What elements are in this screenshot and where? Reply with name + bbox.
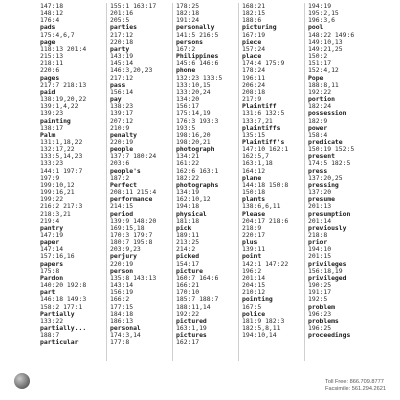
- index-word: Partially: [40, 309, 75, 318]
- page-line-reference: 152:4,12: [308, 66, 339, 75]
- index-word: pool: [308, 23, 324, 32]
- page-line-reference: 162:17: [176, 338, 200, 347]
- page-line-reference: 185:7 188:7: [176, 295, 219, 304]
- page-line-reference: 147:19: [40, 231, 64, 239]
- index-word: party: [110, 44, 130, 53]
- page-line-reference: 203:6: [110, 159, 130, 168]
- page-line-reference: 196:2: [242, 266, 262, 275]
- page-line-reference: 182:24: [308, 102, 332, 111]
- index-word: pointing: [242, 295, 273, 304]
- page-line-reference: 148:22 149:6: [308, 30, 355, 39]
- page-line-reference: 137:20,25: [308, 173, 343, 182]
- page-line-reference: 218:8: [308, 231, 328, 239]
- page-line-reference: 175:14,19: [176, 109, 211, 118]
- page-line-reference: 207:12: [110, 116, 134, 125]
- index-word: predicate: [308, 137, 343, 146]
- page-line-reference: 139:11: [242, 245, 266, 254]
- page-line-reference: 199:10,12: [40, 180, 75, 189]
- page-line-reference: 133:23: [40, 159, 64, 168]
- index-word: personally: [176, 23, 215, 32]
- page-line-reference: 218:11: [40, 59, 64, 68]
- page-line-reference: 147:18: [40, 3, 64, 10]
- page-line-reference: 208:18: [242, 87, 266, 96]
- page-line-reference: 213:25: [176, 238, 200, 247]
- index-word: papers: [40, 259, 64, 268]
- page-line-reference: 191:24: [176, 16, 200, 25]
- index-word: part: [40, 288, 56, 297]
- page-line-reference: 174:4 175:9: [242, 59, 285, 68]
- page-line-reference: 170:10: [176, 288, 200, 297]
- page-line-reference: 217:7 218:13: [40, 80, 87, 89]
- index-word: pay: [110, 95, 122, 104]
- page-line-reference: 174:3,14: [110, 331, 141, 340]
- page-line-reference: 133:5,14,23: [40, 152, 83, 161]
- page-line-reference: 174:5 182:5: [308, 159, 351, 168]
- index-column: [304, 3, 370, 361]
- page-line-reference: 198:20,21: [176, 137, 211, 146]
- page-line-reference: 220:18: [110, 37, 134, 46]
- page-line-reference: 217:12: [110, 73, 134, 82]
- page-line-reference: 166:2: [110, 295, 130, 304]
- page-line-reference: 135:8 143:13: [110, 273, 157, 282]
- page-line-reference: 134:20: [176, 95, 200, 104]
- index-word: Plaintiff: [242, 102, 277, 111]
- page-line-reference: 150:2: [308, 52, 328, 61]
- page-line-reference: 138:23: [110, 102, 134, 111]
- page-line-reference: 184:18: [110, 309, 134, 318]
- page-line-reference: 199:22: [40, 195, 64, 204]
- page-line-reference: 133:22: [40, 316, 64, 325]
- page-line-reference: 164:12: [242, 166, 266, 175]
- page-line-reference: 201:14: [242, 273, 266, 282]
- page-line-reference: 201:14: [308, 216, 332, 225]
- page-line-reference: 182:18: [176, 9, 200, 18]
- page-line-reference: 178:25: [176, 3, 200, 10]
- index-word: perjury: [110, 252, 137, 261]
- page-line-reference: 188:6: [242, 16, 262, 25]
- page-line-reference: 158:2 177:1: [40, 302, 83, 311]
- index-word: picked: [176, 252, 200, 261]
- page-line-reference: 194:10: [308, 245, 332, 254]
- index-word: proceedings: [308, 331, 351, 340]
- page-line-reference: 150:19 152:5: [308, 145, 355, 154]
- page-line-reference: 135:15: [242, 130, 266, 139]
- page-line-reference: 131:6 132:5: [242, 109, 285, 118]
- index-word: plants: [242, 195, 266, 204]
- index-word: Perfect: [110, 180, 137, 189]
- page-line-reference: 193:5: [176, 123, 196, 132]
- index-word: pictures: [176, 331, 207, 340]
- page-line-reference: 169:15,18: [110, 223, 145, 232]
- index-word: Plaintiff's: [242, 137, 285, 146]
- index-word: plaintiffs: [242, 123, 281, 132]
- index-word: point: [242, 252, 262, 261]
- page-line-reference: 163:1,19: [176, 324, 207, 333]
- page-line-reference: 220:17: [242, 231, 266, 239]
- page-footer: [0, 363, 400, 400]
- page-line-reference: 199:16,21: [40, 188, 75, 197]
- page-line-reference: 145:6 146:6: [176, 59, 219, 68]
- page-line-reference: 148:12: [40, 9, 64, 18]
- page-line-reference: 137:7 180:24: [110, 152, 157, 161]
- page-line-reference: 201:13: [308, 202, 332, 211]
- page-line-reference: 214:15: [110, 202, 134, 211]
- page-line-reference: 155:1 163:17: [110, 3, 157, 10]
- page-line-reference: 161:22: [176, 159, 200, 168]
- page-line-reference: 197:9: [40, 173, 60, 182]
- index-word: Philippines: [176, 52, 219, 61]
- page-line-reference: 137:20: [308, 188, 332, 197]
- page-line-reference: 214:2: [176, 245, 196, 254]
- page-line-reference: 177:15: [110, 302, 134, 311]
- page-line-reference: 204:15: [242, 281, 266, 290]
- index-word: pressing: [308, 180, 339, 189]
- index-word: person: [110, 266, 134, 275]
- page-line-reference: 131:1,18,22: [40, 137, 83, 146]
- page-line-reference: 186:13: [110, 316, 134, 325]
- page-line-reference: 167:5: [242, 302, 262, 311]
- index-word: paper: [40, 238, 60, 247]
- page-line-reference: 192:5: [308, 295, 328, 304]
- index-word: press: [308, 166, 328, 175]
- page-line-reference: 160:7 164:6: [176, 273, 219, 282]
- page-line-reference: 198:16,20: [176, 130, 211, 139]
- index-word: pass: [110, 80, 126, 89]
- page-line-reference: 156:14: [110, 87, 134, 96]
- index-word: prior: [308, 238, 328, 247]
- page-line-reference: 147:14: [40, 245, 64, 254]
- page-line-reference: 139:23: [40, 109, 64, 118]
- index-word: paid: [40, 87, 56, 96]
- page-line-reference: 134:19: [176, 188, 200, 197]
- index-word: phone: [176, 66, 196, 75]
- page-line-reference: 188:7: [40, 331, 60, 340]
- page-line-reference: 167:19: [242, 30, 266, 39]
- page-line-reference: 210:9: [110, 123, 130, 132]
- page-line-reference: 141:5 216:5: [176, 30, 219, 39]
- page-line-reference: 144:1 197:7: [40, 166, 83, 175]
- page-line-reference: 175:8: [40, 266, 60, 275]
- page-line-reference: 220:19: [110, 137, 134, 146]
- page-line-reference: 138:6,6,11: [242, 202, 281, 211]
- page-line-reference: 158:4: [308, 130, 328, 139]
- index-word: parties: [110, 23, 137, 32]
- index-word: performance: [110, 195, 153, 204]
- page-line-reference: 217:9: [242, 95, 262, 104]
- index-word: Pardon: [40, 273, 64, 282]
- page-line-reference: 156:19: [110, 288, 134, 297]
- index-word: photographs: [176, 180, 219, 189]
- page-line-reference: 176:3 193:3: [176, 116, 219, 125]
- page-line-reference: 217:12: [110, 30, 134, 39]
- page-line-reference: 196:3,6: [308, 16, 335, 25]
- page-line-reference: 220:19: [110, 259, 134, 268]
- page-line-reference: 156:17: [176, 102, 200, 111]
- page-line-reference: 139:17: [110, 109, 134, 118]
- index-word: piece: [242, 37, 262, 46]
- page-line-reference: 138:17: [40, 123, 64, 132]
- page-line-reference: 196:11: [242, 73, 266, 82]
- index-word: physical: [176, 209, 207, 218]
- page-line-reference: 201:15: [308, 252, 332, 261]
- page-line-reference: 168:21: [242, 3, 266, 10]
- index-word: photograph: [176, 145, 215, 154]
- page-line-reference: 142:1 147:22: [242, 259, 289, 268]
- index-word: privileged: [308, 273, 347, 282]
- index-word: period: [110, 209, 134, 218]
- page-line-reference: 150:18: [242, 188, 266, 197]
- page-line-reference: 133:7,21: [242, 116, 273, 125]
- page-line-reference: 132:17,22: [40, 145, 75, 154]
- page-line-reference: 132:23 133:5: [176, 73, 223, 82]
- index-word: presumption: [308, 209, 351, 218]
- index-word: picturing: [242, 23, 277, 32]
- page-line-reference: 218:9: [242, 223, 262, 232]
- page-line-reference: 147:10 162:1: [242, 145, 289, 154]
- page-line-reference: 215:13: [40, 52, 64, 61]
- page-line-reference: 177:8: [110, 338, 130, 347]
- index-word: present: [308, 152, 335, 161]
- index-word: personal: [110, 324, 141, 333]
- index-word: problem: [308, 302, 335, 311]
- page-line-reference: 166:21: [176, 281, 200, 290]
- page-line-reference: 133:10,15: [176, 80, 211, 89]
- page-line-reference: 182:9: [308, 116, 328, 125]
- index-word: presume: [308, 195, 335, 204]
- page-line-reference: 178:24: [242, 66, 266, 75]
- index-word: particular: [40, 338, 79, 347]
- contact-info: [325, 379, 386, 393]
- toll-free-number: Toll Free: 866.709.8777: [325, 379, 384, 385]
- page-line-reference: 133:20,24: [176, 87, 211, 96]
- index-word: pads: [40, 23, 56, 32]
- page-line-reference: 149:21,25: [308, 44, 343, 53]
- page-line-reference: 188:8,11: [308, 80, 339, 89]
- page-line-reference: 204:17 218:6: [242, 216, 289, 225]
- page-line-reference: 139:9 148:20: [110, 216, 157, 225]
- index-word: police: [242, 309, 266, 318]
- word-index: [40, 3, 370, 361]
- index-word: page: [40, 37, 56, 46]
- page-line-reference: 182:15: [242, 9, 266, 18]
- page-line-reference: 188:11,14: [176, 302, 211, 311]
- page-line-reference: 139:1,4,22: [40, 102, 79, 111]
- page-line-reference: 205:5: [110, 16, 130, 25]
- page-line-reference: 181:9 182:3: [242, 316, 285, 325]
- page-line-reference: 145:14: [110, 59, 134, 68]
- page-line-reference: 162:10,12: [176, 195, 211, 204]
- page-line-reference: 187:2: [110, 173, 130, 182]
- page-line-reference: 154:17: [176, 259, 200, 268]
- page-line-reference: 134:21: [176, 152, 200, 161]
- circle-logo-icon: [14, 373, 30, 389]
- index-word: people's: [110, 166, 141, 175]
- page-line-reference: 182:5,8,11: [242, 324, 281, 333]
- page-line-reference: 143:19: [110, 52, 134, 61]
- index-word: problems: [308, 316, 339, 325]
- page-line-reference: 157:16,16: [40, 252, 75, 261]
- page-line-reference: 118:13 201:4: [40, 44, 87, 53]
- page-line-reference: 189:11: [176, 231, 200, 239]
- page-line-reference: 194:18: [176, 202, 200, 211]
- page-line-reference: 176:4: [40, 16, 60, 25]
- page-line-reference: 203:9,23: [110, 245, 141, 254]
- page-line-reference: 170:3 179:7: [110, 231, 153, 239]
- page-line-reference: 208:11 215:4: [110, 188, 157, 197]
- page-line-reference: 218:3,21: [40, 209, 71, 218]
- page-line-reference: 192:22: [176, 309, 200, 318]
- page-line-reference: 206:24: [242, 80, 266, 89]
- page-line-reference: 156:18,19: [308, 266, 343, 275]
- index-word: pictured: [176, 316, 207, 325]
- index-word: picture: [176, 266, 203, 275]
- index-word: persons: [176, 37, 203, 46]
- page-line-reference: 157:24: [242, 44, 266, 53]
- page-line-reference: 181:18: [176, 216, 200, 225]
- page-line-reference: 196:25: [308, 324, 332, 333]
- page-line-reference: 201:16: [110, 9, 134, 18]
- index-word: power: [308, 123, 328, 132]
- index-column: [172, 3, 238, 361]
- page-line-reference: 149:10,13: [308, 37, 343, 46]
- index-word: partially...: [40, 324, 87, 333]
- index-word: pantry: [40, 223, 64, 232]
- page-line-reference: 182:22: [176, 173, 200, 182]
- index-word: possession: [308, 109, 347, 118]
- index-word: pick: [176, 223, 192, 232]
- index-word: Please: [242, 209, 266, 218]
- page-line-reference: 140:20 192:8: [40, 281, 87, 290]
- page-line-reference: 146:3,20,23: [110, 66, 153, 75]
- page-line-reference: 190:25: [308, 281, 332, 290]
- page-line-reference: 195:2,15: [308, 9, 339, 18]
- page-line-reference: 167:2: [176, 44, 196, 53]
- page-line-reference: 162:5,7: [242, 152, 269, 161]
- index-column: [106, 3, 172, 361]
- page-line-reference: 210:12: [242, 288, 266, 297]
- index-word: Pope: [308, 73, 324, 82]
- index-word: privileges: [308, 259, 347, 268]
- index-word: pages: [40, 73, 60, 82]
- page-line-reference: 162:6 163:1: [176, 166, 219, 175]
- page-line-reference: 216:2 217:3: [40, 202, 83, 211]
- index-word: previously: [308, 223, 347, 232]
- page-line-reference: 163:1,18: [242, 159, 273, 168]
- page-line-reference: 219:4: [40, 216, 60, 225]
- page-line-reference: 220:6: [40, 66, 60, 75]
- page-line-reference: 175:4,6,7: [40, 30, 75, 39]
- index-word: people: [110, 145, 134, 154]
- page-line-reference: 196:23: [308, 309, 332, 318]
- page-line-reference: 143:14: [110, 281, 134, 290]
- page-line-reference: 144:18 150:8: [242, 180, 289, 189]
- page-line-reference: 146:18 149:3: [40, 295, 87, 304]
- page-line-reference: 194:10,14: [242, 331, 277, 340]
- page-line-reference: 191:17: [308, 288, 332, 297]
- index-word: place: [242, 52, 262, 61]
- page-line-reference: 151:17: [308, 59, 332, 68]
- page-line-reference: 138:19,20,22: [40, 95, 87, 104]
- index-word: penalty: [110, 130, 137, 139]
- page-line-reference: 192:22: [308, 87, 332, 96]
- index-word: painting: [40, 116, 71, 125]
- index-column: [40, 3, 106, 361]
- index-word: portion: [308, 95, 335, 104]
- page-line-reference: 180:7 195:8: [110, 238, 153, 247]
- page-line-reference: 194:19: [308, 3, 332, 10]
- index-word: Palm: [40, 130, 56, 139]
- index-word: plus: [242, 238, 258, 247]
- index-word: plane: [242, 173, 262, 182]
- facsimile-number: Facsimile: 561.294.2621: [325, 386, 386, 392]
- index-column: [238, 3, 304, 361]
